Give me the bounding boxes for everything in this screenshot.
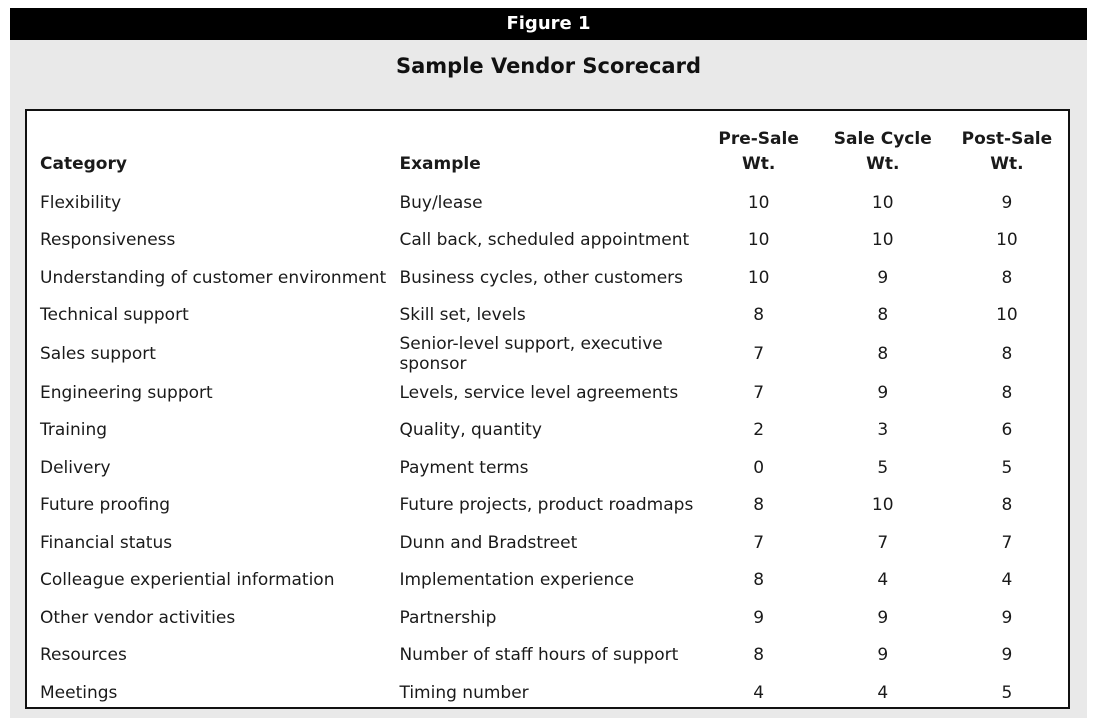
cell-example: Call back, scheduled appointment [399,230,690,251]
cell-post-sale: 8 [1001,382,1013,403]
cell-pre-sale: 9 [753,607,765,628]
cell-pre-sale: 4 [753,682,765,703]
cell-sale-cycle: 5 [877,457,889,478]
table-row [40,297,1068,335]
cell-example: Dunn and Bradstreet [399,532,578,553]
scorecard-table-frame [25,109,1070,709]
cell-category: Sales support [40,344,156,364]
cell-sale-cycle: 9 [877,607,889,628]
table-row [40,524,1068,562]
table-row [40,374,1068,412]
cell-post-sale: 9 [1001,192,1013,213]
cell-pre-sale: 10 [747,192,770,213]
cell-example: Senior-level support, executive sponsor [399,334,663,374]
cell-category: Other vendor activities [40,607,236,628]
cell-category: Colleague experiential information [40,570,335,591]
cell-pre-sale: 8 [753,305,765,326]
cell-category: Resources [40,645,127,666]
cell-category: Responsiveness [40,230,176,251]
table-row [40,637,1068,675]
table-header-row [40,121,1068,184]
header-sale-cycle [820,121,946,184]
cell-category: Understanding of customer environment [40,267,387,288]
cell-example: Levels, service level agreements [399,382,679,403]
cell-sale-cycle: 10 [871,192,894,213]
table-row [40,259,1068,297]
table-row [40,412,1068,450]
cell-category: Delivery [40,457,111,478]
cell-example: Implementation experience [399,570,635,591]
cell-category: Training [40,420,108,441]
cell-post-sale: 9 [1001,645,1013,666]
cell-sale-cycle: 7 [877,532,889,553]
table-row [40,487,1068,525]
cell-pre-sale: 8 [753,495,765,516]
cell-sale-cycle: 10 [871,495,894,516]
cell-post-sale: 4 [1001,570,1013,591]
cell-pre-sale: 8 [753,645,765,666]
cell-example: Payment terms [399,457,529,478]
table-row [40,222,1068,260]
cell-example: Number of staff hours of support [399,645,679,666]
table-row [40,449,1068,487]
header-post-sale-line1: Post-Sale [961,129,1053,149]
cell-post-sale: 7 [1001,532,1013,553]
table-row [40,599,1068,637]
cell-pre-sale: 2 [753,420,765,441]
header-sale-cycle-line1: Sale Cycle [833,129,932,149]
cell-sale-cycle: 4 [877,570,889,591]
cell-example: Timing number [399,682,529,703]
table-row [40,674,1068,712]
cell-category: Future proofing [40,495,171,516]
cell-pre-sale: 10 [747,267,770,288]
cell-category: Flexibility [40,192,122,213]
header-pre-sale [698,121,820,184]
cell-post-sale: 5 [1001,682,1013,703]
cell-example: Skill set, levels [399,305,526,326]
cell-post-sale: 8 [1001,267,1013,288]
cell-post-sale: 8 [1001,344,1013,364]
header-example: Example [399,154,481,174]
cell-post-sale: 10 [996,230,1018,251]
cell-example: Quality, quantity [399,420,542,441]
cell-category: Technical support [40,305,189,326]
cell-example: Partnership [399,607,497,628]
figure-title: Sample Vendor Scorecard [396,54,701,78]
header-pre-sale-line1: Pre-Sale [718,129,799,149]
cell-category: Financial status [40,532,173,553]
header-category: Category [40,154,127,174]
cell-sale-cycle: 9 [877,382,889,403]
cell-pre-sale: 0 [753,457,765,478]
cell-post-sale: 6 [1001,420,1013,441]
figure-label: Figure 1 [10,8,1087,40]
cell-sale-cycle: 10 [871,230,894,251]
header-pre-sale-line2: Wt. [741,154,776,174]
cell-sale-cycle: 9 [877,267,889,288]
cell-example: Buy/lease [399,192,483,213]
header-post-sale [946,121,1068,184]
cell-sale-cycle: 3 [877,420,889,441]
cell-pre-sale: 8 [753,570,765,591]
cell-category: Engineering support [40,382,213,403]
scorecard-table [40,121,1068,712]
figure-panel [10,8,1087,718]
cell-sale-cycle: 8 [877,344,889,364]
cell-pre-sale: 7 [753,344,765,364]
cell-category: Meetings [40,682,118,703]
cell-pre-sale: 7 [753,382,765,403]
cell-sale-cycle: 9 [877,645,889,666]
cell-sale-cycle: 4 [877,682,889,703]
cell-post-sale: 9 [1001,607,1013,628]
cell-sale-cycle: 8 [877,305,889,326]
header-post-sale-line2: Wt. [990,154,1024,174]
cell-post-sale: 8 [1001,495,1013,516]
cell-post-sale: 5 [1001,457,1013,478]
cell-pre-sale: 7 [753,532,765,553]
cell-example: Future projects, product roadmaps [399,495,694,516]
cell-pre-sale: 10 [747,230,770,251]
table-row [40,334,1068,374]
table-row [40,184,1068,222]
table-row [40,562,1068,600]
cell-post-sale: 10 [996,305,1018,326]
header-sale-cycle-line2: Wt. [866,154,900,174]
cell-example: Business cycles, other customers [399,267,684,288]
